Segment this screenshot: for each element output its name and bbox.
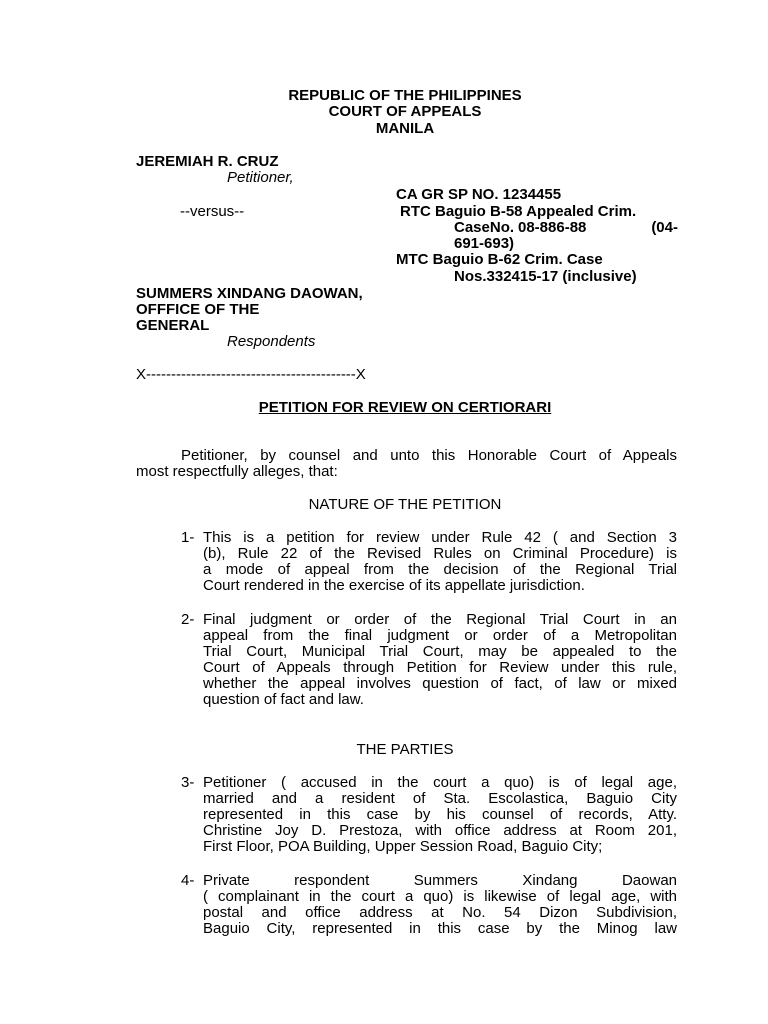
item-4-line: ( complainant in the court a quo) is likewise of legal age, with [203, 888, 677, 905]
item-4-line: postal and office address at No. 54 Dizon Subdivision, [203, 904, 677, 921]
item-3-body [203, 775, 677, 855]
mtc-case-line1: MTC Baguio B-62 Crim. Case [396, 251, 603, 268]
respondent-line2: OFFFICE OF THE [136, 301, 260, 318]
respondents-role: Respondents [227, 333, 316, 350]
item-4-line: Private respondent Summers Xindang Daowan [203, 872, 677, 889]
section-nature: NATURE OF THE PETITION [308, 496, 502, 513]
item-2-line: Trial Court, Municipal Trial Court, may be appealed to the [203, 643, 677, 660]
rtc-case-line1: RTC Baguio B-58 Appealed Crim. [400, 203, 637, 220]
rtc-case-num: 08-886-88 [518, 219, 587, 236]
item-2-line: appeal from the final judgment or order of a Metropolitan [203, 627, 677, 644]
item-4-body [203, 873, 677, 937]
item-2-line: Court of Appeals through Petition for Review under this rule, [203, 659, 677, 676]
respondent-line3: GENERAL [136, 317, 210, 334]
petition-title: PETITION FOR REVIEW ON CERTIORARI [258, 399, 552, 416]
item-1-line: a mode of appeal from the decision of the Regional Trial [203, 561, 677, 578]
petitioner-name: JEREMIAH R. CRUZ [136, 153, 279, 170]
rtc-case-label: CaseNo. [454, 219, 515, 236]
intro-line2: most respectfully alleges, that: [136, 463, 338, 480]
header-city: MANILA [375, 120, 435, 137]
item-1-line: (b), Rule 22 of the Revised Rules on Criminal Procedure) is [203, 545, 677, 562]
item-2-line: question of fact and law. [203, 691, 364, 708]
item-4-line: Baguio City, represented in this case by the Minog law [203, 920, 677, 937]
section-parties: THE PARTIES [356, 741, 454, 758]
item-1-body [203, 530, 677, 594]
rtc-case-range-start: (04- [651, 219, 678, 236]
intro-line1: Petitioner, by counsel and unto this Honorable Court of Appeals [181, 447, 677, 464]
mtc-case-line2: Nos.332415-17 (inclusive) [454, 268, 637, 285]
item-1-line: This is a petition for review under Rule 42 ( and Section 3 [203, 529, 677, 546]
versus-text: --versus-- [180, 203, 245, 220]
ca-case-number: CA GR SP NO. 1234455 [396, 186, 562, 203]
item-3-line: represented in this case by his counsel of records, Atty. [203, 806, 677, 823]
rtc-case-line3: 691-693) [454, 235, 515, 252]
petitioner-role: Petitioner, [227, 169, 294, 186]
item-2-body [203, 612, 677, 708]
item-3-line: Petitioner ( accused in the court a quo) is of legal age, [203, 774, 677, 791]
item-1-line: Court rendered in the exercise of its appellate jurisdiction. [203, 577, 585, 594]
item-2-line: whether the appeal involves question of fact, of law or mixed [203, 675, 677, 692]
item-1-number: 1- [181, 529, 195, 546]
header-republic: REPUBLIC OF THE PHILIPPINES [288, 87, 522, 104]
header-court: COURT OF APPEALS [328, 103, 482, 120]
item-3-line: married and a resident of Sta. Escolastica, Baguio City [203, 790, 677, 807]
item-2-number: 2- [181, 611, 195, 628]
item-3-line: Christine Joy D. Prestoza, with office address at Room 201, [203, 822, 677, 839]
item-4-number: 4- [181, 872, 195, 889]
item-3-line: First Floor, POA Building, Upper Session Road, Baguio City; [203, 838, 603, 855]
item-3-number: 3- [181, 774, 195, 791]
item-2-line: Final judgment or order of the Regional Trial Court in an [203, 611, 677, 628]
rtc-case-line2 [454, 220, 678, 236]
respondent-line1: SUMMERS XINDANG DAOWAN, [136, 285, 363, 302]
caption-separator: X------------------------------------------X [136, 366, 366, 383]
